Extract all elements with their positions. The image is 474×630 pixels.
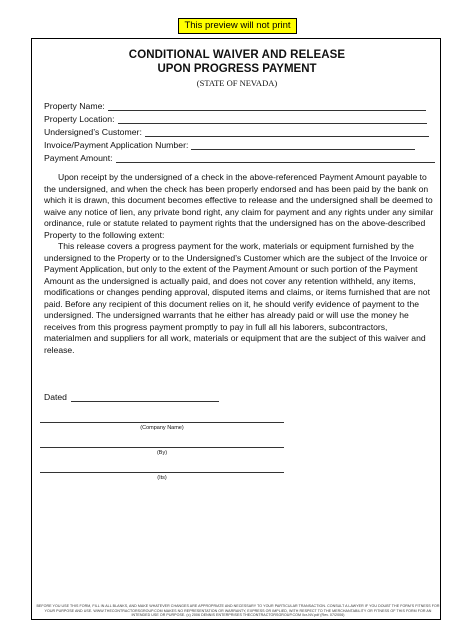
release-body — [44, 172, 434, 356]
dated-input[interactable] — [71, 392, 219, 402]
property-name-field[interactable] — [44, 99, 426, 111]
disclaimer-footer: BEFORE YOU USE THIS FORM, FILL IN ALL BLANKS, AND MAKE WHATEVER CHANGES ARE APPROPRIATE AND NECESSARY TO YOUR PARTICULAR TRANSACTION. CONSULT A LAWYER IF YOU DOUBT THE FORM'S FITNESS FOR YOUR PURPOSE AND USE. WWW.THECONTRACTORSGROUP.COM MAKES NO REPRESENTATION OR WARRANTY, EXPRESS OR IMPLIED, WITH RESPECT TO THE MERCHANTABILITY OR FITNESS OF THIS FORM FOR AN INTENDED USE OR PURPOSE. (c) 2006 DENNIS ENTERPRISES THECONTRACTORSGROUP.COM /lcr-NV.pdf (Rev. 07/2006) — [36, 604, 440, 618]
undersigned-customer-input[interactable] — [145, 127, 429, 137]
paragraph-coverage: This release covers a progress payment for the work, materials or equipment furnished by the undersigned to the Property or to the Undersigned’s Customer which are the subject of the Invoice or Payment Application, but only to the extent of the Payment Amount or such portion of the Payment Amount as the undersigned is actually paid, and does not cover any retention withheld, any items, modifications or changes pending approval, disputed items and claims, or items furnished that are not paid. Before any recipient of this document relies on it, he should verify evidence of payment to the undersigned. The undersigned warrants that he either has already paid or will use the money he receives from this progress payment promptly to pay in full all his laborers, subcontractors, materialmen and suppliers for all work, materials or equipment that are the subject of this waiver and release. — [44, 241, 430, 355]
invoice-number-input[interactable] — [191, 140, 415, 150]
property-location-label: Property Location: — [44, 114, 115, 124]
undersigned-customer-label: Undersigned’s Customer: — [44, 127, 142, 137]
form-subtitle: UPON PROGRESS PAYMENT — [157, 63, 317, 75]
payment-amount-field[interactable] — [44, 151, 435, 163]
property-location-field[interactable] — [44, 112, 427, 124]
company-name-label: (Company Name) — [140, 425, 184, 431]
invoice-number-label: Invoice/Payment Application Number: — [44, 140, 189, 150]
payment-amount-label: Payment Amount: — [44, 153, 113, 163]
property-name-input[interactable] — [108, 101, 426, 111]
by-label: (By) — [156, 450, 168, 456]
by-line[interactable] — [40, 447, 284, 448]
dated-label: Dated — [44, 392, 67, 402]
undersigned-customer-field[interactable] — [44, 125, 429, 137]
invoice-number-field[interactable] — [44, 138, 415, 150]
its-label: (Its) — [157, 475, 167, 481]
paragraph-receipt: Upon receipt by the undersigned of a check in the above-referenced Payment Amount payable to the undersigned, and when the check has been properly endorsed and has been paid by the bank on which it is drawn, this document becomes effective to release and the undersigned shall be deemed to waive any notice of lien, any private bond right, any claim for payment and any rights under any similar ordinance, rule or statute related to payment rights that the undersigned has on the above-described Property to the following extent: — [44, 172, 434, 240]
form-title: CONDITIONAL WAIVER AND RELEASE — [128, 49, 346, 61]
state-label: (STATE OF NEVADA) — [196, 78, 278, 88]
dated-field[interactable] — [44, 392, 219, 402]
property-name-label: Property Name: — [44, 101, 105, 111]
preview-banner: This preview will not print — [178, 18, 297, 34]
its-line[interactable] — [40, 472, 284, 473]
property-location-input[interactable] — [118, 114, 427, 124]
payment-amount-input[interactable] — [116, 153, 435, 163]
company-name-line[interactable] — [40, 422, 284, 423]
